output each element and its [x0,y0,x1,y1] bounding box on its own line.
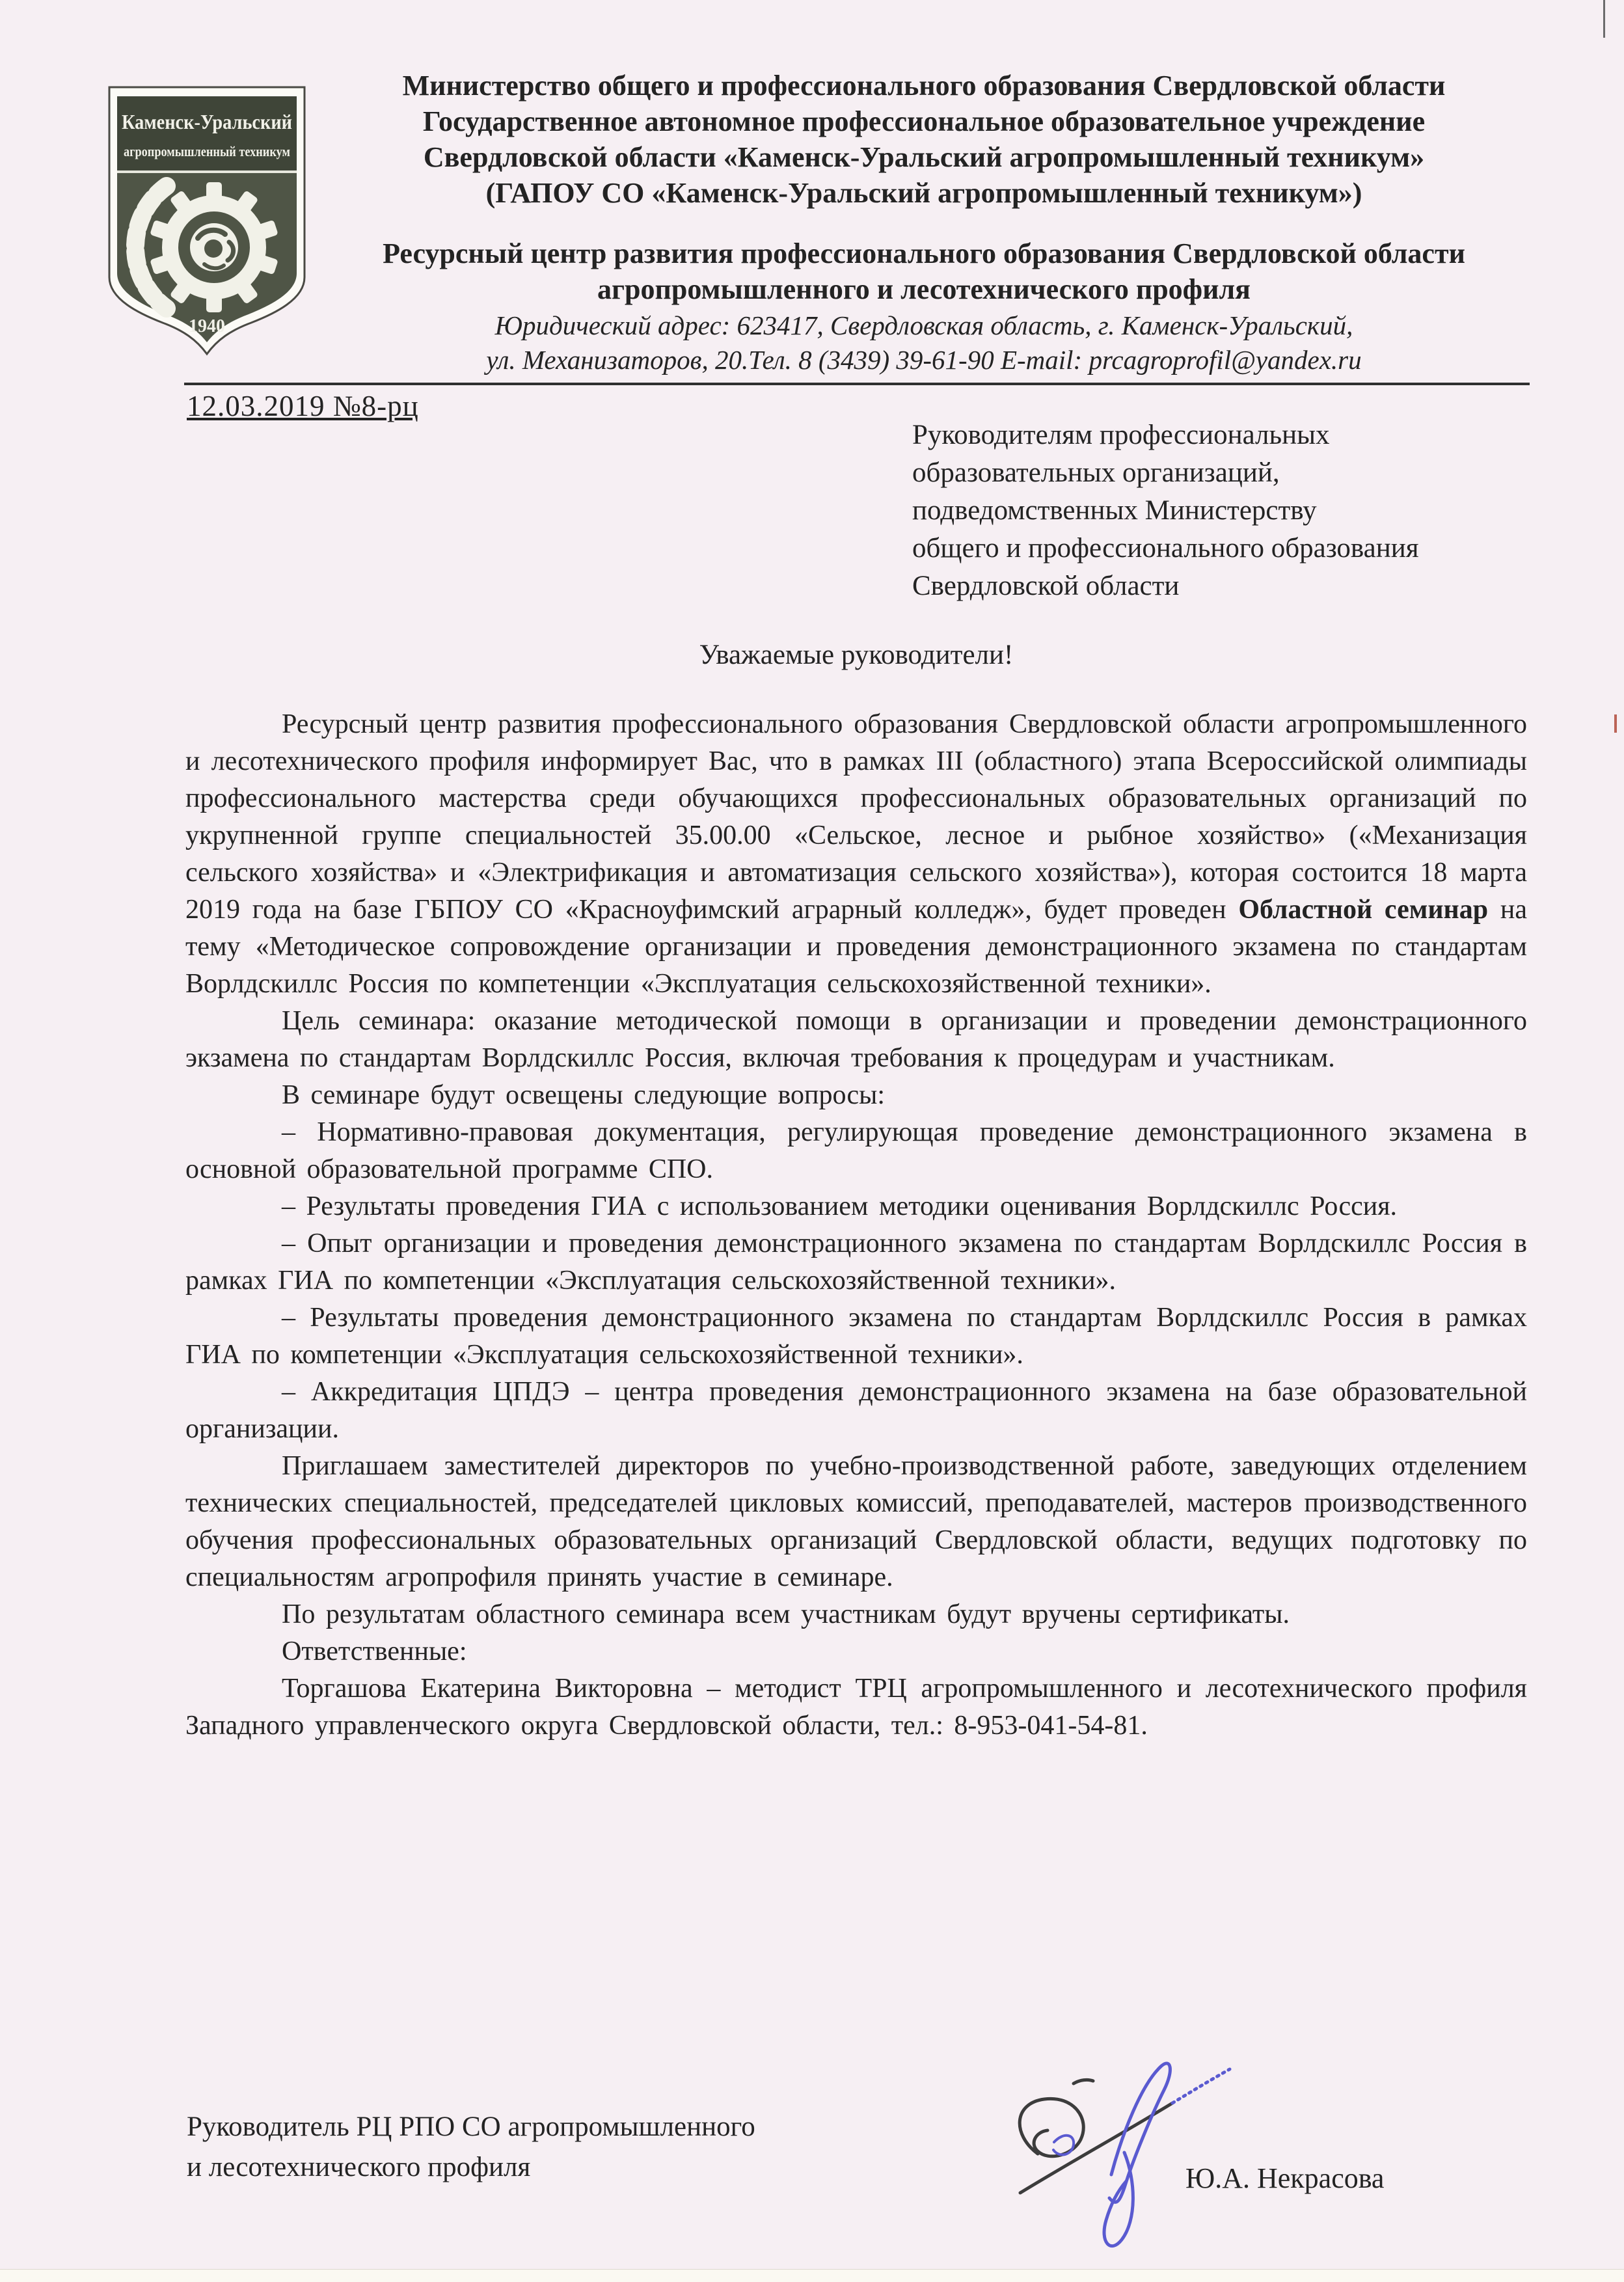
seminar-title-bold: Областной семинар [1238,895,1489,925]
addressee-line: Свердловской области [912,571,1180,601]
addressee-line: подведомственных Министерству [912,495,1317,526]
paragraph-invitation: Приглашаем заместителей директоров по учебно-производственной работе, заведующих отделением технических специальностей, председателей цикловых комиссий, преподавателей, мастеров производственного обучения профессиональных образовательных организаций Свердловской области, ведущих подготовку по специальностям агропрофиля принять участие в семинаре. [185,1451,1527,1592]
signature-scribble [976,2030,1262,2264]
addressee-block [912,416,1550,605]
letterhead-resource-center [306,236,1542,307]
bullet-item: – Результаты проведения демонстрационного экзамена по стандартам Ворлдскиллс Россия в рамках ГИА по компетенции «Эксплуатация сельскохозяйственной техники». [185,1303,1527,1370]
emblem-subtitle: агропромышленный техникум [124,143,291,159]
letterhead-address-line: Юридический адрес: 623417, Свердловская область, г. Каменск-Уральский, [494,310,1353,340]
letterhead-line: агропромышленного и лесотехнического профиля [597,273,1251,305]
bullet-item: – Результаты проведения ГИА с использованием методики оценивания Ворлдскиллс Россия. [282,1191,1398,1221]
paragraph-contact-person: Торгашова Екатерина Викторовна – методист ТРЦ агропромышленного и лесотехнического профиля Западного управленческого округа Свердловской области, тел.: 8-953-041-54-81. [185,1674,1527,1741]
paragraph-certificates: По результатам областного семинара всем участникам будут вручены сертификаты. [282,1599,1290,1629]
letterhead-line: Государственное автономное профессиональное образовательное учреждение [422,105,1426,137]
letterhead-line: Свердловской области «Каменск-Уральский агропромышленный техникум» [423,141,1425,173]
letter-body [185,706,1527,1745]
addressee-line: образовательных организаций, [912,457,1280,488]
bullet-item: – Опыт организации и проведения демонстрационного экзамена по стандартам Ворлдскиллс Россия в рамках ГИА по компетенции «Эксплуатация сельскохозяйственной техники». [185,1229,1527,1296]
signatory-position-line: Руководитель РЦ РПО СО агропромышленного [187,2112,755,2142]
salutation: Уважаемые руководители! [699,640,1014,670]
addressee-line: Руководителям профессиональных [912,420,1330,450]
institution-emblem [102,83,312,359]
paragraph-responsible-label: Ответственные: [282,1637,467,1666]
bullet-item: – Аккредитация ЦПДЭ – центра проведения демонстрационного экзамена на базе образовательной организации. [185,1377,1527,1444]
paragraph-topics-intro: В семинаре будут освещены следующие вопросы: [282,1080,886,1110]
emblem-band-divider [117,170,297,173]
letterhead-divider [184,383,1530,385]
letterhead-line: (ГАПОУ СО «Каменск-Уральский агропромышленный техникум») [485,177,1362,209]
emblem-year: 1940 [189,316,225,336]
paragraph-seminar-goal: Цель семинара: оказание методической помощи в организации и проведении демонстрационного экзамена по стандартам Ворлдскиллс Россия, включая требования к процедурам и участникам. [185,1006,1527,1073]
announcement-text: Ресурсный центр развития профессионального образования Свердловской области агропромышленного и лесотехнического профиля информирует Вас, что в рамках III (областного) этапа Всероссийской олимпиады профессионального мастерства среди обучающихся профессиональных образовательных организаций по укрупненной группе специальностей 35.00.00 «Сельское, лесное и рыбное хозяйство» («Механизация сельского хозяйства» и «Электрификация и автоматизация сельского хозяйства»), которая состоится 18 марта 2019 года на базе ГБПОУ СО «Красноуфимский аграрный колледж», будет проведен [185,709,1527,925]
addressee-line: общего и профессионального образования [912,533,1419,564]
scan-artifact-mark [1614,714,1617,733]
emblem-title: Каменск-Уральский [122,110,292,133]
letterhead-line: Министерство общего и профессионального образования Свердловской области [402,70,1446,102]
scan-artifact-line [1603,0,1605,38]
signatory-name: Ю.А. Некрасова [1185,2162,1385,2194]
paragraph-seminar-announcement [185,706,1527,1003]
reference-number: 12.03.2019 №8-рц [187,390,419,422]
signatory-position [187,2107,902,2188]
bullet-item: – Нормативно-правовая документация, регулирующая проведение демонстрационного экзамена в основной образовательной программе СПО. [185,1117,1527,1184]
letterhead-address [306,308,1542,377]
letterhead-line: Ресурсный центр развития профессионального образования Свердловской области [383,238,1465,269]
signatory-position-line: и лесотехнического профиля [187,2152,531,2182]
letterhead-address-line: ул. Механизаторов, 20.Тел. 8 (3439) 39-61-90 E-mail: prcagroprofil@yandex.ru [486,345,1362,375]
letterhead-organization [306,68,1542,211]
announcement-text: на тему «Методическое сопровождение организации и проведения демонстрационного экзамена по стандартам Ворлдскиллс Россия по компетенции «Эксплуатация сельскохозяйственной техники». [185,895,1527,999]
scan-edge-band [0,2269,1624,2282]
